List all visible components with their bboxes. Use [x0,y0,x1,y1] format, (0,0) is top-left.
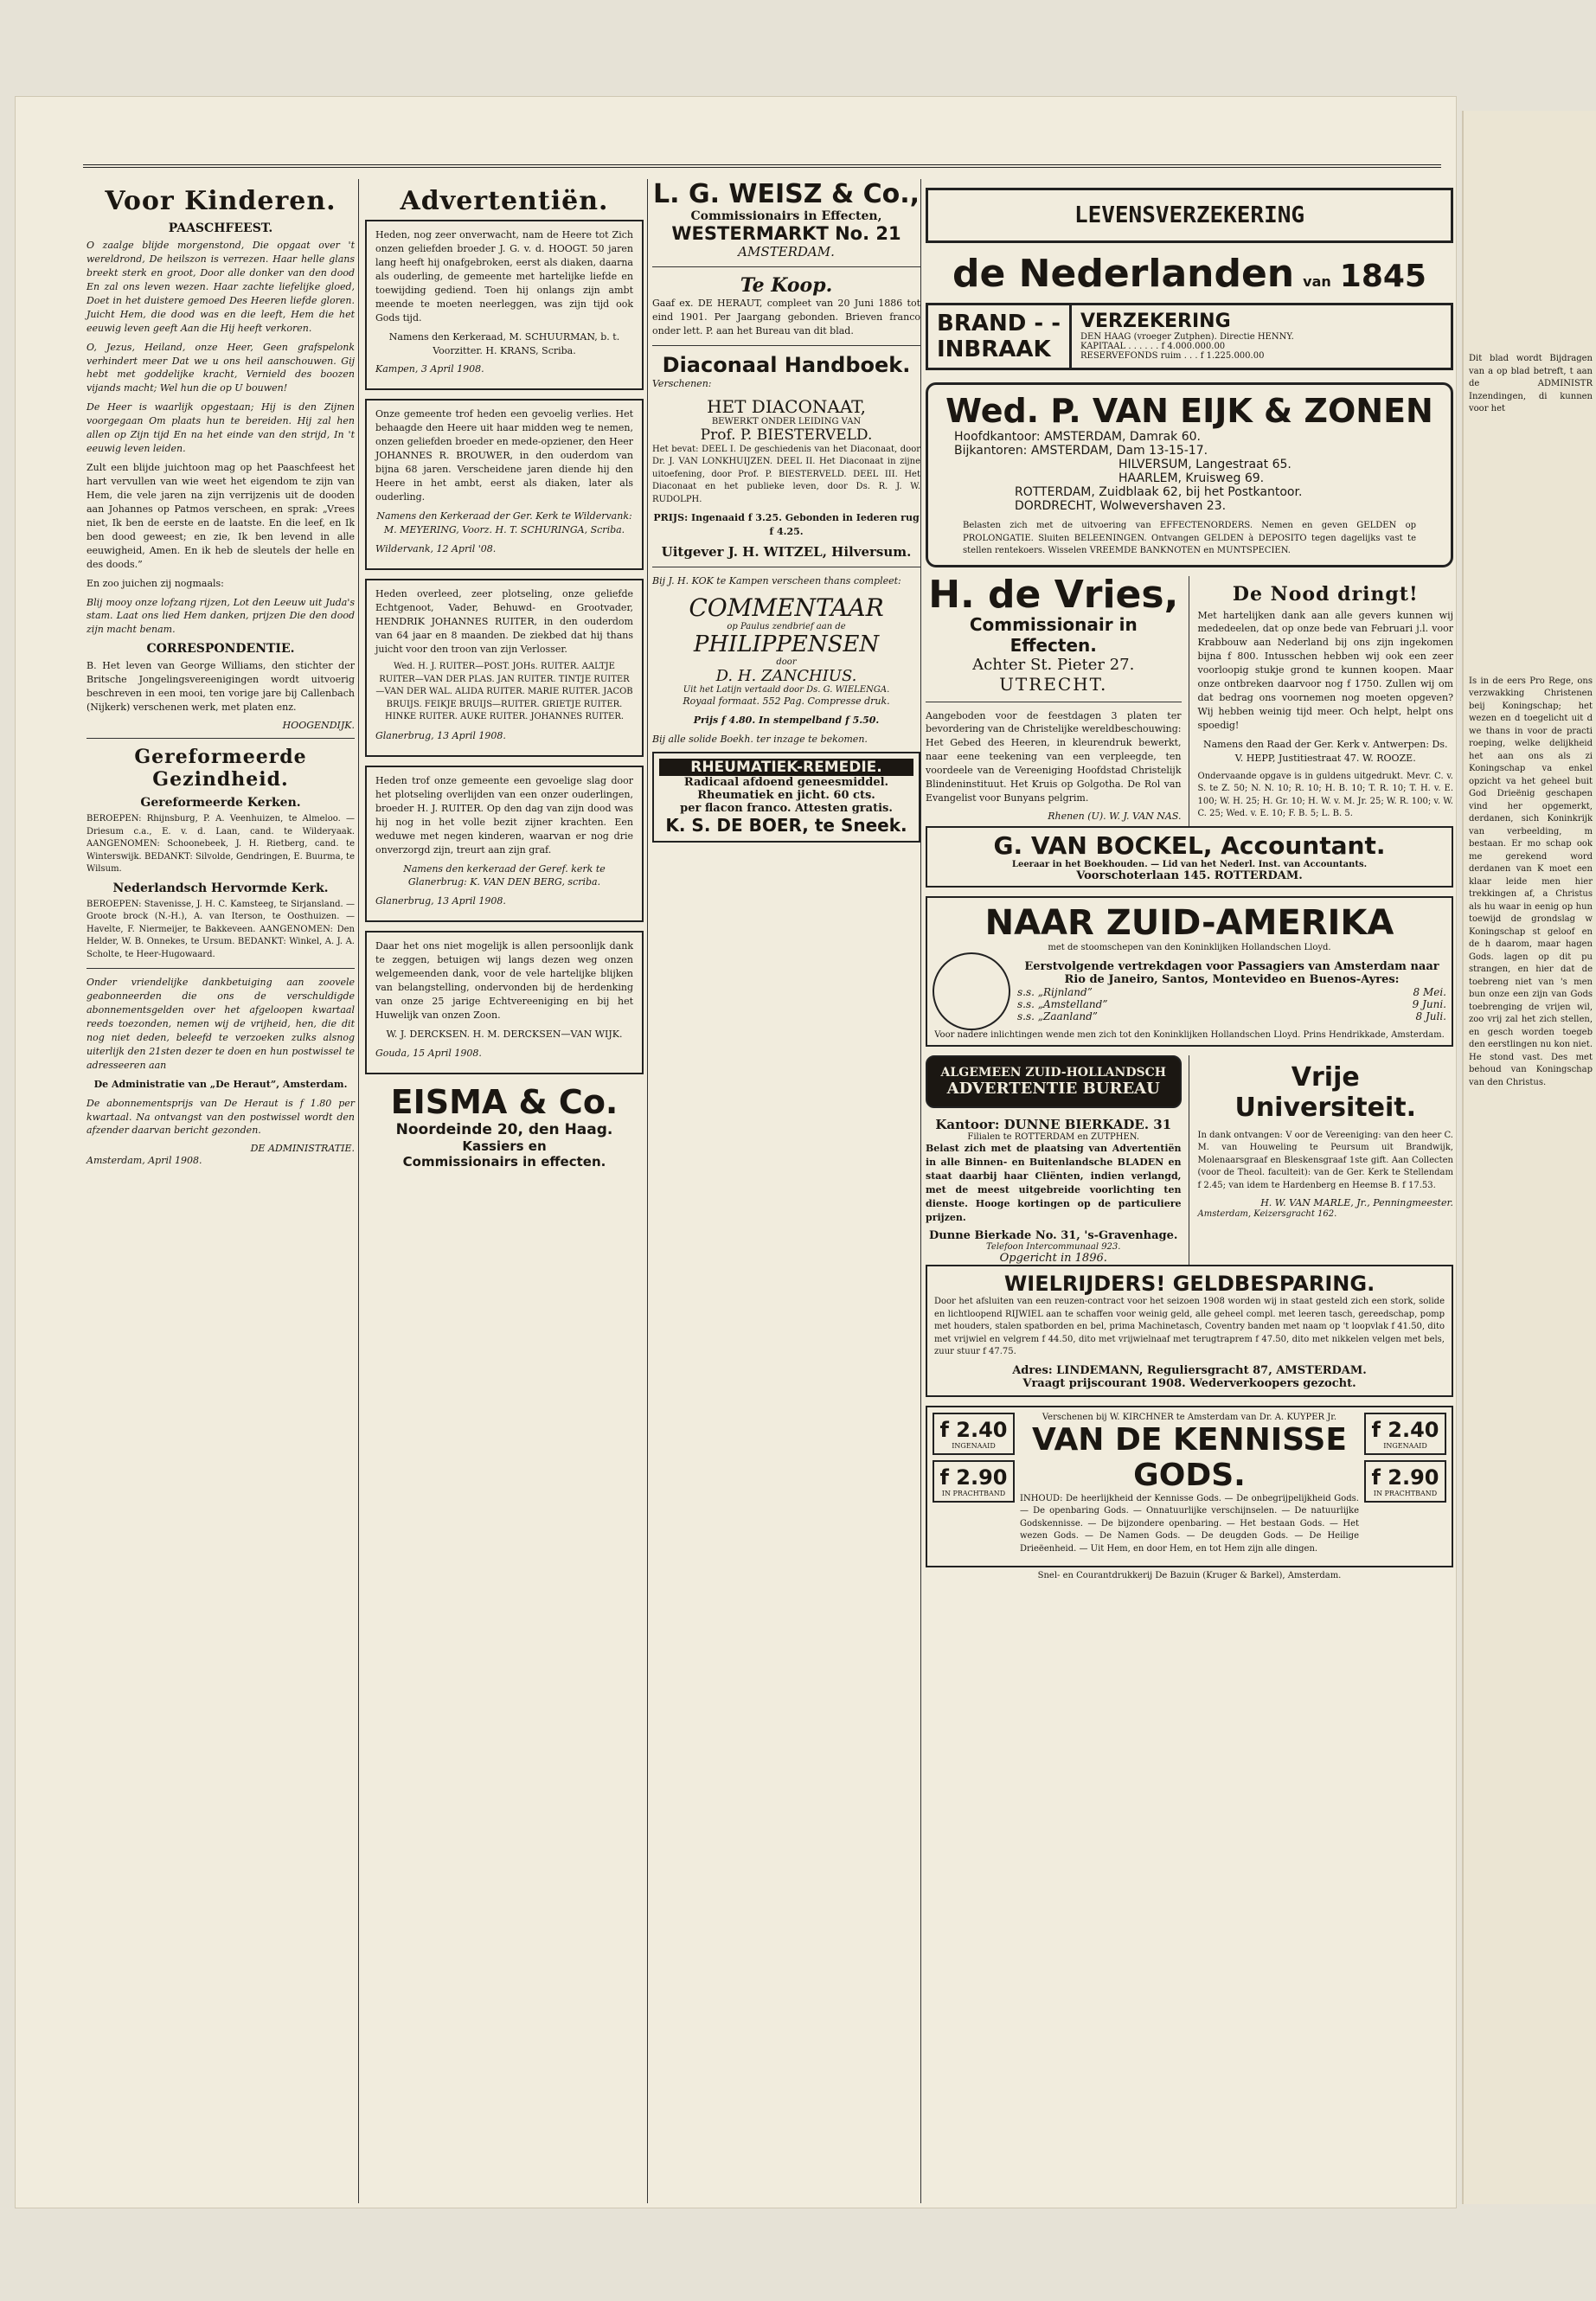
church-news: BEROEPEN: Rhijnsburg, P. A. Veenhuizen, te Almeloo. — Driesum c.a., E. v. d. Laan, cand. te Wilderyaak. AANGENOMEN: Schoonebeek, J. H. Rietberg, cand. te Winterswijk. BEDANKT: Silvolde, Gendringen, E. Buurma, te Wilsum. [87,814,355,875]
column-wide-ads [926,179,1453,1580]
price-label: INGENAAID [952,1441,996,1450]
wielrijders-title: WIELRIJDERS! GELDBESPARING. [1003,1272,1375,1297]
notice-date: Gouda, 15 April 1908. [375,1047,482,1059]
right-sub [1198,1055,1454,1266]
column-rule [647,179,648,2203]
column-advertenties [365,179,644,1170]
van-eijk-title: Wed. P. VAN EIJK & ZONEN [945,392,1433,430]
inbraak-label: INBRAAK [937,336,1051,362]
correspondence-signature: HOOGENDIJK. [282,720,355,732]
de-vries-title: H. de Vries, [928,572,1179,617]
nederlanden-van: van [1303,273,1331,290]
plates-ad: Aangeboden voor de feestdagen 3 platen ter bevordering van de Christelijke wereldbeschouwing: Het Gebed des Heeren, in kleurendruk bewerkt, naar eene teekening van een verpleegde, ten voordeele van de Vereeniging Hoofdstad Christelijk Blindeninstituut. Het Kruis op Golgotha. De Rol van Evangelist voor Bunyans pelgrim. [926,709,1182,804]
de-vries-city: UTRECHT. [999,673,1108,695]
price-left [933,1413,1015,1561]
rheumatiek-title: RHEUMATIEK-REMEDIE. [659,759,913,776]
section-heading: Voor Kinderen. [105,186,337,216]
rheumatiek-line: Rheumatiek en jicht. 60 cts. [697,788,875,802]
ship-row [1017,1010,1446,1022]
notice-date: Wildervank, 12 April '08. [375,542,497,554]
bureau-filialen: Filialen te ROTTERDAM en ZUTPHEN. [967,1131,1140,1142]
door-label: door [776,657,797,668]
notice-address: De Administratie van „De Heraut”, Amsterdam. [93,1078,348,1090]
price-right [1364,1413,1446,1561]
left-sub [926,572,1189,826]
kapitaal: KAPITAAL . . . . . . f 4.000.000.00 [1080,342,1226,351]
handboek-book: HET DIACONAAT, [707,395,866,417]
notice-date: Amsterdam, April 1908. [87,1155,202,1167]
bureau-kantoor: Kantoor: DUNNE BIERKADE. 31 [935,1116,1172,1132]
zuid-amerika-schedule [1017,960,1446,1022]
adjacent-page-text: Is in de eers Pro Rege, ons verzwakking Christenen beij Koningschap; het wezen en d toegelicht uit d we thans in voor de practi roeping, welke delijkheid het aan ons als zi Koningschap va enkel opzicht va het geheel buit God Drieënig geschapen vind her opgemerkt, derdanen, sich Koninkrijk van verbeelding, m bestaan. Er mo schap ook me gerekend word derdanen van K moet een klaar leide men hier trekkingen af, a Christus als hu waar in eenig op hun toewijd de grondslag w Koningschap st geloof en de h daarom, maar hagen Gods. lagen op dit pu strangen, en hier dat de toebreng niet van 's men bun onze een zijn van Gods toebrenging de vrijen wil, zoo vrij zal het zich stellen, en gesch worden toegeb den eerstlingen nu kon niet. He stond vast. Des met behoud van Koningschap van den Christus. [1469,676,1593,1087]
death-notice [365,766,644,922]
bureau-founded: Opgericht in 1896. [999,1252,1107,1266]
section-heading: Gereformeerde Gezindheid. [134,746,307,792]
directie: DEN HAAG (vroeger Zutphen). Directie HENNY. [1080,332,1294,342]
divider [652,266,920,267]
handboek-title: Diaconaal Handboek. [662,352,911,377]
nood-title: De Nood dringt! [1232,582,1419,606]
divider [652,345,920,346]
van-eijk-office: HAARLEM, Kruisweg 69. [1118,471,1265,485]
notice-date: Glanerbrug, 13 April 1908. [375,729,506,741]
lloyd-crest-icon [933,952,1010,1030]
notice-body: Heden, nog zeer onverwacht, nam de Heere tot Zich onzen geliefden broeder J. G. v. d. HOOGT. 50 jaren lang heeft hij onafgebroken, eerst als diaken, daarna als ouderling, de gemeente met hartelijke liefde en toewijding gediend. Toen hij onlangs zijn ambt meende te moeten neerleggen, was zijn tijd ook Gods tijd. [375,229,633,324]
divider [87,968,355,969]
correspondence-text: B. Het leven van George Williams, den stichter der Britsche Jongelingsvereenigingen wordt uitvoerig beschreven in een mooi, ten vorige jare bij Callenbach (Nijkerk) verschenen werk, met platen enz. [87,660,355,714]
brand-right [1072,305,1451,368]
notice-date: Kampen, 3 April 1908. [375,363,484,375]
ship-date: 9 Juni. [1412,997,1446,1010]
van-eijk-office: Bijkantoren: AMSTERDAM, Dam 13-15-17. [954,444,1208,458]
bureau-address: Dunne Bierkade No. 31, 's-Gravenhage. [929,1229,1178,1243]
vu-signature: H. W. VAN MARLE, Jr., Penningmeester. [1260,1197,1453,1209]
handboek-author: Prof. P. BIESTERVELD. [700,426,873,444]
vu-text: In dank ontvangen: V oor de Vereeniging: van den heer C. M. van Houweling te Peursum uit Brandwijk, Molenaarsgraaf en Bleskensgraaf 1ste gift. Aan Collecten (voor de Theol. faculteit): van de Ger. Kerk te Stellendam f 2.45; van idem te Hardenberg en Heemse B. f 17.53. [1197,1130,1453,1190]
adjacent-page-edge [1462,111,1596,2204]
nederlanden-name: de Nederlanden [952,252,1295,296]
subsection-title: Gereformeerde Kerken. [140,796,301,811]
handboek-by: BEWERKT ONDER LEIDING VAN [711,416,862,426]
wielrijders-text: Door het afsluiten van een reuzen-contract voor het seizoen 1908 worden wij in staat gesteld zich een stork, solide en lichtloopend RIJWIEL aan te schaffen voor weinig geld, alle geheel compl. met leeren tasch, gereedschap, pomp met houders, stalen spatborden en bel, prima Machinetasch, Coventry banden met naam op 't loopvlak f 41.50, dito met vrijwiel en velgrem f 44.50, dito met vrijwielnaaf met terugtraprem f 47.50, dito met nikkelen velgen met bels, zuur stuur f 47.75. [934,1297,1445,1357]
notice-price: De abonnementsprijs van De Heraut is f 1.80 per kwartaal. Na ontvangst van den postwissel wordt den afzender daarvan bericht gezonden. [87,1097,355,1137]
book-price: Prijs f 4.80. In stempelband f 5.50. [693,715,880,726]
kennisse-title: VAN DE KENNISSE GODS. [1032,1421,1347,1493]
eisma-commissionairs: Commissionairs in effecten. [402,1153,606,1170]
notice-date: Glanerbrug, 13 April 1908. [375,895,506,907]
kennisse-body [1020,1413,1359,1561]
section-heading: Advertentiën. [400,186,609,216]
book-format: Royaal formaat. 552 Pag. Compresse druk. [683,695,890,708]
eisma-address: Noordeinde 20, den Haag. [395,1120,613,1138]
kennisse-ad [926,1406,1453,1568]
levensverzekering-title: LEVENSVERZEKERING [926,188,1453,243]
nood-list: Ondervaande opgave is in guldens uitgedrukt. Mevr. C. v. S. te Z. 50; N. N. 10; R. 10; H. B. 10; T. R. 10; T. H. v. E. 100; W. H. 25; H. Gr. 10; H. W. v. M. Jr. 25; W. R. 100; v. W. C. 25; Wed. v. E. 10; F. B. 5; L. B. 5. [1197,771,1453,819]
koop-title: Te Koop. [740,274,833,297]
correspondence-title: CORRESPONDENTIE. [146,642,295,657]
weisz-city: AMSTERDAM. [738,244,835,260]
notice-text: Onder vriendelijke dankbetuiging aan zoovele geabonneerden die ons de verschuldigde abonnementsgelden over het afgeloopen kwartaal reeds toezonden, nemen wij de vrijheid, hen, die dit nog niet deden, beleefd te verzoeken zulks alsnog uiterlijk den 21sten dezer te doen en hun postwissel te adresseeren aan [87,977,355,1071]
translator: Uit het Latijn vertaald door Ds. G. WIELENGA. [683,685,890,695]
printer-line: Snel- en Courantdrukkerij De Bazuin (Kruger & Barkel), Amsterdam. [1037,1571,1342,1581]
zanchius-author: D. H. ZANCHIUS. [715,667,857,686]
verzekering-label: VERZEKERING [1080,311,1231,332]
ship-date: 8 Juli. [1415,1009,1446,1022]
price-value: f 2.90 [1371,1465,1439,1490]
nederlanden-year: 1845 [1339,259,1426,294]
price-label: IN PRACHTBAND [1373,1489,1438,1497]
rheumatiek-ad [652,752,920,843]
column-rule [358,179,359,2203]
de-vries-address: Achter St. Pieter 27. [972,655,1135,674]
article-text: Zult een blijde juichtoon mag op het Paaschfeest het hart vervullen van wie weet het eigendom te zijn van Hem, die vele jaren na zijn verrijzenis uit de dooden aan Johannes op Patmos verscheen, en sprak: „Vrees niet, Ik ben de eerste en de laatste. En die leef, en Ik ben dood geweest; en zie, Ik ben levend in alle eeuwigheid, Amen. En ik heb de sleutels der helle en des doods.” [87,462,355,570]
bureau-telephone: Telefoon Intercommunaal 923. [986,1242,1121,1253]
rheumatiek-line: per flacon franco. Attesten gratis. [680,801,893,815]
witzel-publisher: Uitgever J. H. WITZEL, Hilversum. [661,544,912,561]
price-value: f 2.40 [939,1417,1008,1442]
handboek-price: PRIJS: Ingenaaid f 3.25. Gebonden in Iederen rug f 4.25. [653,512,920,538]
plates-signature: Rhenen (U). W. J. VAN NAS. [1048,811,1182,823]
eisma-title: EISMA & Co. [390,1082,619,1121]
price-label: INGENAAID [1383,1441,1427,1450]
notice-signature: Namens den Kerkeraad der Ger. Kerk te Wildervank: M. MEYERING, Voorz. H. T. SCHURINGA, Scriba. [376,510,632,535]
ship-name: s.s. „Amstelland” [1017,997,1108,1010]
death-notice [365,579,644,757]
poem-title: PAASCHFEEST. [168,221,273,235]
brand-verzekering [926,303,1453,370]
zuid-amerika-body [933,952,1446,1030]
zuid-amerika-title: NAAR ZUID-AMERIKA [984,902,1394,943]
book-availability: Bij alle solide Boekh. ter inzage te bekomen. [652,733,868,745]
van-eijk-office: ROTTERDAM, Zuidblaak 62, bij het Postkantoor. [1015,485,1303,499]
column-voor-kinderen [87,179,355,1173]
death-notice [365,220,644,390]
bureau-line: ALGEMEEN ZUID-HOLLANDSCH [940,1065,1166,1080]
insurance-ad [926,179,1453,252]
two-column-block [926,572,1453,826]
rheumatiek-seller: K. S. DE BOER, te Sneek. [665,814,907,836]
newspaper-page [16,97,1456,2208]
church-news: BEROEPEN: Stavenisse, J. H. C. Kamsteeg, te Sirjansland. — Groote brock (N.-H.), A. van Iterson, te Oosthuizen. — Havelte, F. Niermeijer, te Bakkeveen. AANGENOMEN: Den Helder, W. B. Onnekes, te Ursum. BEDANKT: Winkel, A. J. A. Scholte, te Heer-Hugowaard. [87,899,355,959]
handboek-contents: Het bevat: DEEL I. De geschiedenis van het Diaconaat, door Dr. J. VAN LONKHUIJZEN. DEEL II. Het Diaconaat in zijne uitoefening, door Prof. P. BIESTERVELD. DEEL III. Het Diaconaat en het publieke leven, door Ds. R. J. W. RUDOLPH. [652,444,920,504]
weisz-subtitle: Commissionairs in Effecten, [690,209,882,223]
bockel-title: G. VAN BOCKEL, Accountant. [993,830,1386,860]
column-rule [920,179,921,2203]
poem-stanza: De Heer is waarlijk opgestaan; Hij is den Zijnen voorgegaan Om plaats hun te bereiden. Hij zal hen allen op Zijn tijd En na het einde van den strijd, In 't eeuwig leven leiden. [87,401,355,455]
divider [87,738,355,739]
vu-date: Amsterdam, Keizersgracht 162. [1197,1209,1337,1220]
verse-intro: En zoo juichen zij nogmaals: [87,577,224,589]
notice-body: Daar het ons niet mogelijk is allen persoonlijk dank te zeggen, betuigen wij langs dezen weg onzen welgemeenden dank, voor de vele hartelijke blijken van belangstelling, ondervonden bij de herdenking van onze 25 jarige Echtvereeniging en bij het Huwelijk van onzen Zoon. [375,940,633,1021]
ship-row [1017,998,1446,1010]
bockel-sub: Leeraar in het Boekhouden. — Lid van het Nederl. Inst. van Accountants. [1011,859,1368,869]
column-ads-middle [652,179,920,851]
wielrijders-address: Adres: LINDEMANN, Reguliersgracht 87, AMSTERDAM. [1012,1363,1367,1377]
ship-date: 8 Mei. [1413,985,1446,998]
top-rule [83,164,1441,168]
rheumatiek-line: Radicaal afdoend geneesmiddel. [683,775,889,789]
philippensen-title: PHILIPPENSEN [693,631,880,658]
death-notice [365,399,644,569]
kennisse-contents: INHOUD: De heerlijkheid der Kennisse Gods. — De onbegrijpelijkheid Gods. — De openbaring Gods. — Onnatuurlijke verschijnselen. — De natuurlijke Godskennisse. — De bijzondere openbaring. — Het bestaan Gods. — Het wezen Gods. — De Namen Gods. — De deugden Gods. — De Heilige Drieëenheid. — Uit Hem, en door Hem, en tot Hem zijn alle dingen. [1020,1493,1359,1554]
nederlanden-row [926,252,1453,296]
zuid-amerika-sub: met de stoomschepen van den Koninklijken Hollandschen Lloyd. [1048,942,1331,952]
van-eijk-ad [926,382,1453,567]
price-value: f 2.90 [939,1465,1008,1490]
zuid-amerika-route: Eerstvolgende vertrekdagen voor Passagiers van Amsterdam naar Rio de Janeiro, Santos, Montevideo en Buenos-Ayres: [1024,959,1439,986]
ship-row [1017,986,1446,998]
bureau-line: ADVERTENTIE BUREAU [946,1079,1160,1098]
adjacent-page-text: Dit blad wordt Bijdragen van a op blad betreft, t aan de ADMINISTR Inzendingen, di kunnen voor het [1469,354,1593,413]
insurance-block [926,179,1453,252]
notice-body: Heden trof onze gemeente een gevoelige slag door het plotseling overlijden van een onzer ouderlingen, broeder H. J. RUITER. Op den dag van zijn dood was hij nog in het volle bezit zijner krachten. Een weduwe met negen kinderen, waarvan er nog drie onverzorgd zijn, treurt aan zijn graf. [375,774,633,856]
price-box [1364,1460,1446,1503]
koop-text: Gaaf ex. DE HERAUT, compleet van 20 Juni 1886 tot eind 1901. Per Jaargang gebonden. Brieven franco onder lett. P. aan het Bureau van dit blad. [652,298,920,336]
price-box [1364,1413,1446,1455]
wielrijders-footer: Vraagt prijscourant 1908. Wederverkoopers gezocht. [1022,1376,1356,1390]
ship-name: s.s. „Zaanland” [1017,1009,1098,1022]
bockel-ad [926,826,1453,888]
zuid-amerika-ad [926,896,1453,1047]
kennisse-publisher: Verschenen bij W. KIRCHNER te Amsterdam van Dr. A. KUYPER Jr. [1042,1412,1337,1422]
commentaar-title: COMMENTAAR [689,593,884,623]
eisma-kassiers: Kassiers en [462,1138,547,1154]
bockel-address: Voorschoterlaan 145. ROTTERDAM. [1076,868,1303,882]
reservefonds: RESERVEFONDS ruim . . . f 1.225.000.00 [1080,351,1265,361]
nood-signature: Namens den Raad der Ger. Kerk v. Antwerpen: Ds. V. HEPP, Justitiestraat 47. W. ROOZE. [1202,738,1448,764]
brand-left [928,305,1072,368]
commentaar-sub: op Paulus zendbrief aan de [727,622,846,632]
left-sub [926,1055,1189,1266]
ship-name: s.s. „Rijnland” [1017,985,1093,998]
family-names: Wed. H. J. RUITER—POST. JOHs. RUITER. AALTJE RUITER—VAN DER PLAS. JAN RUITER. TINTJE RUITER—VAN DER WAL. ALIDA RUITER. MARIE RUITER. JACOB BRUIJS. FEIKJE BRUIJS—RUITER. GRIETJE RUITER. HINKE RUITER. AUKE RUITER. JOHANNES RUITER. [375,662,633,722]
de-vries-subtitle: Commissionair in Effecten. [969,613,1138,656]
price-box [933,1460,1015,1503]
notice-body: Heden overleed, zeer plotseling, onze geliefde Echtgenoot, Vader, Behuwd- en Grootvader, HENDRIK JOHANNES RUITER, in den ouderdom van 64 jaar en 8 maanden. De ziekbed dat hij thans juicht voor den troon van zijn Verlosser. [375,587,633,655]
van-eijk-office: HILVERSUM, Langestraat 65. [1118,458,1292,471]
kok-intro: Bij J. H. KOK te Kampen verscheen thans compleet: [652,575,901,587]
price-value: f 2.40 [1371,1417,1439,1442]
thanks-notice [365,931,644,1074]
zuid-amerika-footer: Voor nadere inlichtingen wende men zich tot den Koninklijken Hollandschen Lloyd. Prins Hendrikkade, Amsterdam. [934,1029,1445,1040]
poem-stanza: O, Jezus, Heiland, onze Heer, Geen grafspelonk verhindert meer Dat we u ons heil aanschouwen. Gij hebt met goddelijke kracht, Vernield des boozen vijands macht; Wel hun die op U bouwen! [87,341,355,394]
two-column-block [926,1055,1453,1266]
notice-signature: W. J. DERCKSEN. H. M. DERCKSEN—VAN WIJK. [386,1028,623,1040]
poem-stanza: O zaalge blijde morgenstond, Die opgaat over 't wereldrond, De heilszon is verrezen. Haar helle glans breekt sterk en groot, Door alle donker van den dood En zal ons leven wezen. Haar zachte liefelijke gloed, Doet in het duistere gemoed Des Heeren liefde gloren. Juicht Hem, die dood was en die leeft, Hem die het eeuwig leven geeft Aan die Hij heeft verkoren. [87,240,355,334]
price-box [933,1413,1015,1455]
notice-body: Onze gemeente trof heden een gevoelig verlies. Het behaagde den Heere uit haar midden weg te nemen, onzen geliefden broeder en mede-opziener, den Heer JOHANNES R. BROUWER, in den ouderdom van bijna 68 jaren. Verscheidene jaren diende hij den Heere in het ambt, eerst als diaken, later als ouderling. [375,408,633,503]
van-eijk-services: Belasten zich met de uitvoering van EFFECTENORDERS. Nemen en geven GELDEN op PROLONGATIE. Sluiten BELEENINGEN. Ontvangen GELDEN à DEPOSITO tegen dagelijks vast te stellen rentekoers. Wisselen VREEMDE BANKNOTEN en MUNTSPECIEN. [963,521,1416,555]
weisz-address: WESTERMARKT No. 21 [671,223,901,244]
handboek-label: Verschenen: [652,377,712,389]
van-eijk-office: DORDRECHT, Wolwevershaven 23. [1015,499,1227,513]
subsection-title: Nederlandsch Hervormde Kerk. [112,881,329,895]
right-sub [1198,576,1454,826]
wielrijders-ad [926,1265,1453,1397]
weisz-title: L. G. WEISZ & Co., [653,179,920,209]
van-eijk-office: Hoofdkantoor: AMSTERDAM, Damrak 60. [954,430,1201,444]
price-label: IN PRACHTBAND [941,1489,1006,1497]
notice-signature: Namens den Kerkeraad, M. SCHUURMAN, b. t. Voorzitter. H. KRANS, Scriba. [388,330,620,356]
advertentie-bureau-banner [926,1055,1182,1108]
notice-signature: Namens den kerkeraad der Geref. kerk te Glanerbrug: K. VAN DEN BERG, scriba. [403,862,606,888]
bureau-text: Belast zich met de plaatsing van Advertentiën in alle Binnen- en Buitenlandsche BLADEN en staat daarbij haar Cliënten, indien verlangd, met de meest uitgebreide voorlichting ten dienste. Hooge kortingen op de particuliere prijzen. [926,1142,1182,1223]
vu-title: Vrije Universiteit. [1234,1061,1417,1123]
brand-label: BRAND - - [937,311,1061,336]
notice-signature: DE ADMINISTRATIE. [250,1143,355,1155]
nood-text: Met hartelijken dank aan alle gevers kunnen wij mededeelen, dat op onze bede van Februari j.l. voor Krabbouw aan Nederland bij ons zijn ingekomen bijna f 800. Intusschen hebben wij ook een zeer voorloopig stukje grond te kunnen koopen. Maar onze ontbreken daarvoor nog f 1750. Zullen wij om dat bedrag ons voornemen nog moeten opgeven? Wij hebben weinig tijd meer. Och helpt, helpt ons spoedig! [1197,609,1453,731]
verse: Blij mooy onze lofzang rijzen, Lot den Leeuw uit Juda's stam. Laat ons lied Hem danken, prijzen Die den dood zijn macht benam. [87,596,355,636]
